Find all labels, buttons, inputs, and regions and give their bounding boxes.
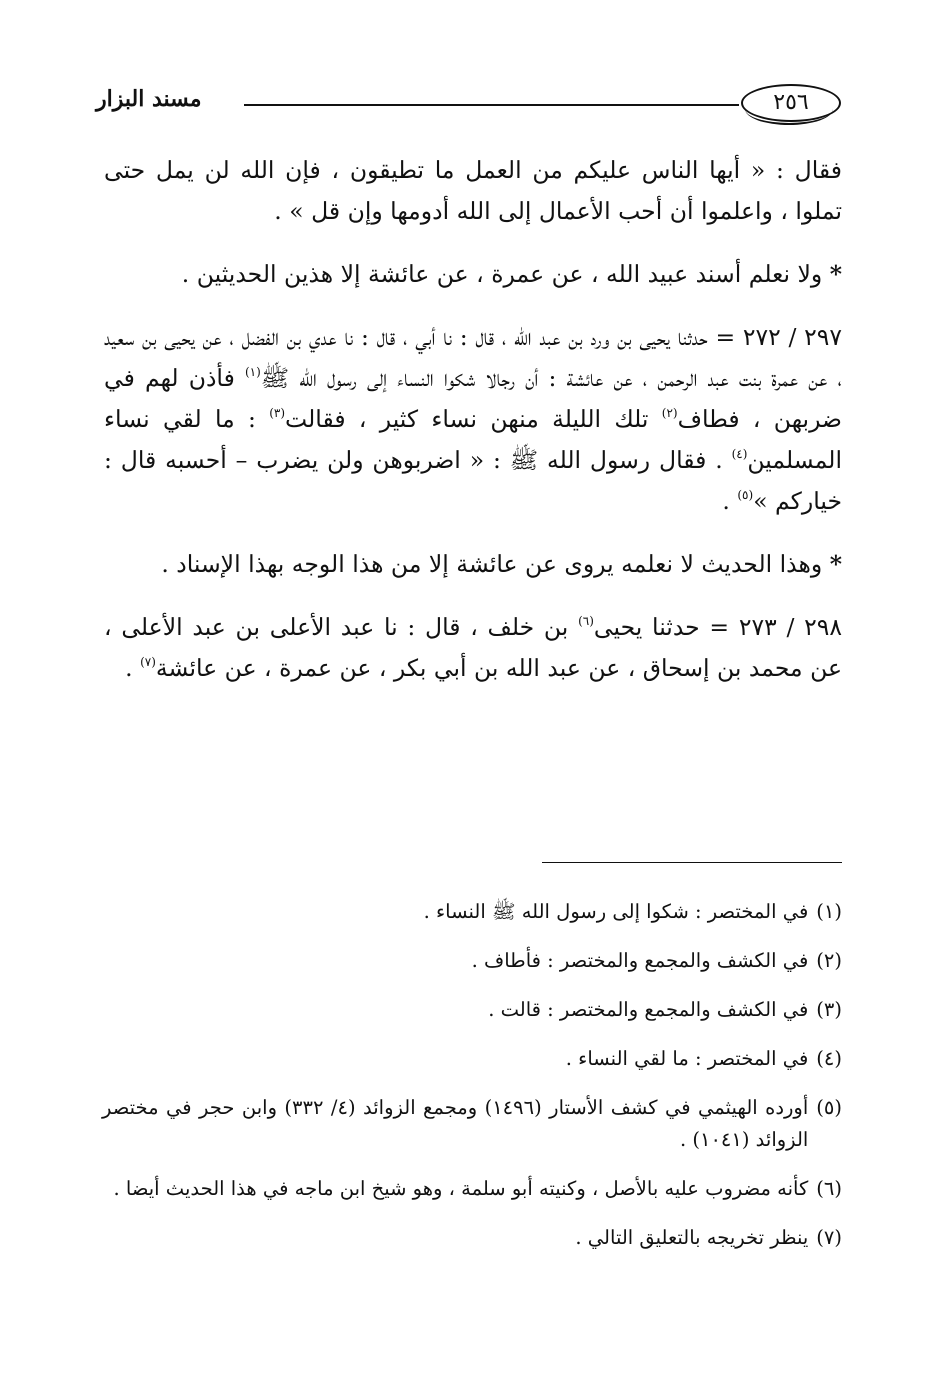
footnote-ref-5[interactable]: (٥) xyxy=(737,488,754,502)
footnote-item xyxy=(102,945,842,977)
paragraph-text: ٢٩٨ / ٢٧٣ = حدثنا يحيى xyxy=(593,613,842,641)
hadith-297 xyxy=(104,317,842,522)
page-header xyxy=(96,78,841,128)
paragraph-text: : ما لقي نساء المسلمين xyxy=(104,405,842,474)
footnote-ref-3[interactable]: (٣) xyxy=(269,406,286,420)
footnote-ref-1[interactable]: (١) xyxy=(244,365,261,379)
paragraph-text: . فقال رسول الله ﷺ : « اضربوهن ولن يضرب – أحسبه قال : خياركم » xyxy=(104,446,842,515)
footnote-ref-2[interactable]: (٢) xyxy=(661,406,678,420)
paragraph-text: فقال : « أيها الناس عليكم من العمل ما تطيقون ، فإن الله لن يمل حتى تملوا ، واعلموا أن أحب الأعمال إلى الله أدومها وإن قل » . xyxy=(104,156,842,225)
paragraph-text: . xyxy=(125,654,141,682)
footnote-text: كأنه مضروب عليه بالأصل ، وكنيته أبو سلمة ، وهو شيخ ابن ماجه في هذا الحديث أيضا . xyxy=(113,1177,809,1200)
star-marker: * xyxy=(829,550,842,578)
book-title: مسند البزار xyxy=(96,86,202,112)
footnote-number: (٣) xyxy=(816,998,842,1021)
paragraph-text: تلك الليلة منهن نساء كثير ، فقالت xyxy=(285,405,662,433)
page-number: ٢٥٦ xyxy=(741,84,841,122)
paragraph-text: وهذا الحديث لا نعلمه يروى عن عائشة إلا من هذا الوجه بهذا الإسناد . xyxy=(161,550,823,578)
footnote-number: (٤) xyxy=(816,1047,842,1070)
footnote-text: في المختصر : ما لقي النساء . xyxy=(565,1047,809,1070)
footnote-divider xyxy=(542,862,842,863)
main-text xyxy=(104,150,842,711)
footnote-ref-4[interactable]: (٤) xyxy=(731,447,748,461)
footnote-number: (٥) xyxy=(816,1096,842,1119)
footnote-ref-6[interactable]: (٦) xyxy=(578,614,594,628)
footnote-item xyxy=(102,1222,842,1254)
paragraph-text: بن خلف ، قال : نا عبد الأعلى بن عبد الأعلى ، عن محمد بن إسحاق ، عن عبد الله بن أبي بكر ، عن عمرة ، عن عائشة xyxy=(104,613,842,682)
header-divider xyxy=(244,104,739,106)
paragraph-text: ٢٩٧ / ٢٧٢ = حدثنا يحيى بن ورد بن عبد الله ، قال : نا أبي ، قال : نا عدي بن الفضل ، عن يحيى بن سعيد ، عن عمرة بنت عبد الرحمن ، عن عائشة : أن رجالا شكوا النساء إلى رسول الله ﷺ xyxy=(104,323,842,392)
footnote-text: في الكشف والمجمع والمختصر : قالت . xyxy=(488,998,809,1021)
hadith-298 xyxy=(104,607,842,689)
footnote-text: ينظر تخريجه بالتعليق التالي . xyxy=(575,1226,809,1249)
footnote-item xyxy=(102,896,842,928)
footnote-number: (٧) xyxy=(816,1226,842,1249)
star-marker: * xyxy=(829,260,842,288)
footnote-ref-7[interactable]: (٧) xyxy=(140,655,156,669)
footnote-item xyxy=(102,1092,842,1156)
footnote-text: في الكشف والمجمع والمختصر : فأطاف . xyxy=(471,949,809,972)
footnotes-list xyxy=(102,896,842,1271)
footnote-number: (١) xyxy=(816,900,842,923)
paragraph xyxy=(104,544,842,585)
paragraph-text: ولا نعلم أسند عبيد الله ، عن عمرة ، عن عائشة إلا هذين الحديثين . xyxy=(181,260,823,288)
footnote-item xyxy=(102,1043,842,1075)
footnote-text: أورده الهيثمي في كشف الأستار (١٤٩٦) ومجمع الزوائد (٤/ ٣٣٢) وابن حجر في مختصر الزوائد (١٠٤١) . xyxy=(102,1096,809,1151)
paragraph-text: . xyxy=(722,487,738,515)
footnote-item xyxy=(102,994,842,1026)
footnote-item xyxy=(102,1173,842,1205)
paragraph xyxy=(104,254,842,295)
footnote-number: (٢) xyxy=(816,949,842,972)
paragraph-text: فأذن لهم في ضربهن ، فطاف xyxy=(104,364,842,433)
paragraph xyxy=(104,150,842,232)
footnote-text: في المختصر : شكوا إلى رسول الله ﷺ النساء . xyxy=(423,900,809,923)
footnote-number: (٦) xyxy=(816,1177,842,1200)
